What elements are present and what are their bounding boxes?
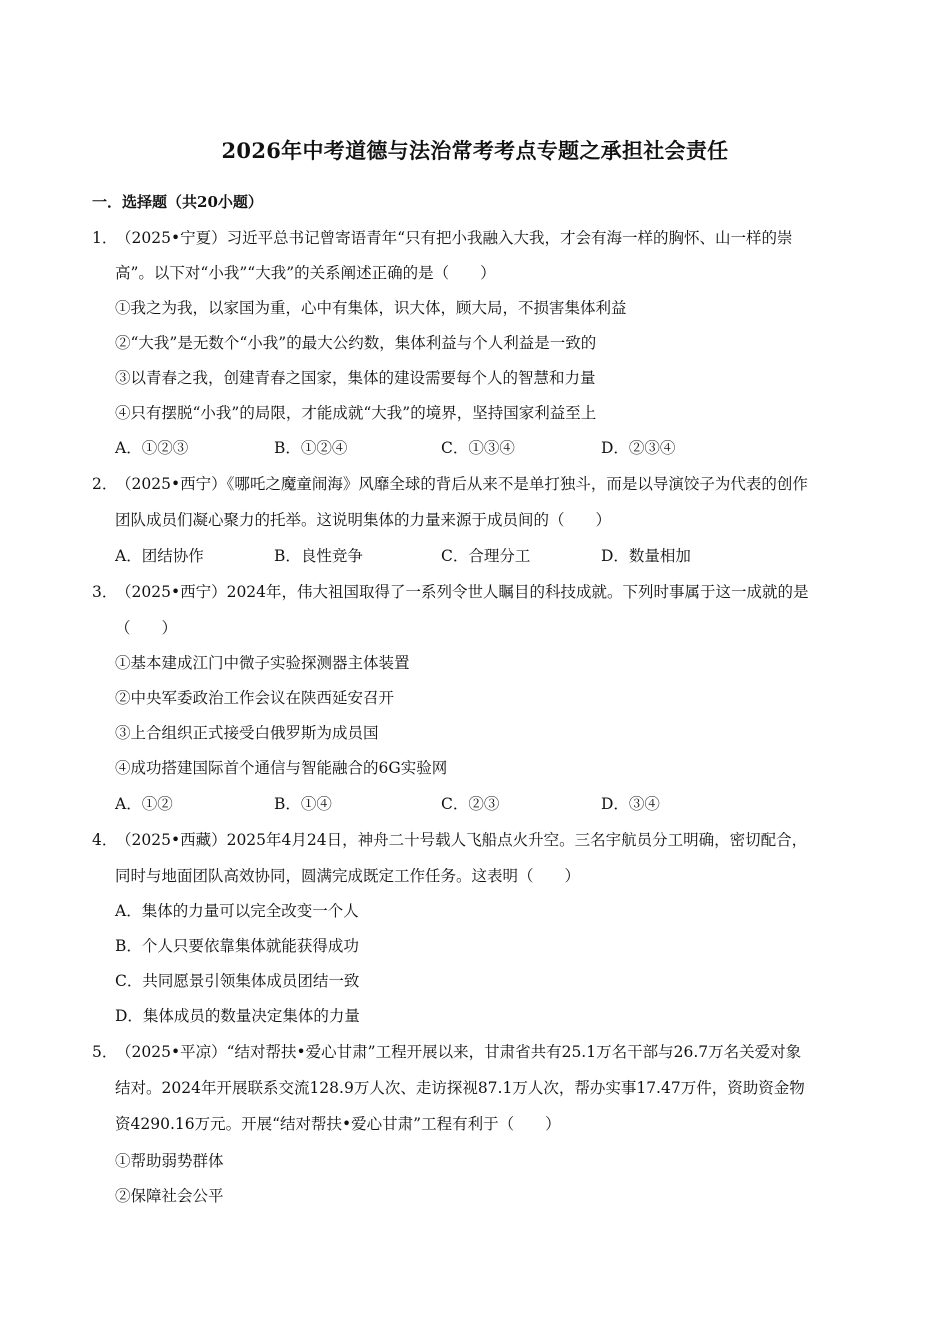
- statement: ④成功搭建国际首个通信与智能融合的6G实验网: [115, 759, 448, 777]
- question-number: 3．: [92, 583, 118, 601]
- question-1-stem-cont: 高”。以下对“小我”“大我”的关系阐述正确的是（ ）: [115, 264, 496, 282]
- option-b: B．个人只要依靠集体就能获得成功: [115, 937, 359, 955]
- statement: ①帮助弱势群体: [115, 1152, 224, 1170]
- question-text: （2025•西宁）《哪吒之魔童闹海》风靡全球的背后从来不是单打独斗，而是以导演饺子为代表的创作: [116, 475, 808, 493]
- choice-b: B．①④: [274, 795, 332, 813]
- choice-c: C．①③④: [441, 439, 515, 457]
- question-5-stem-cont: 资4290.16万元。开展“结对帮扶•爱心甘肃”工程有利于（ ）: [115, 1115, 561, 1133]
- question-2-stem: [92, 473, 862, 495]
- question-text: （2025•宁夏）习近平总书记曾寄语青年“只有把小我融入大我，才会有海一样的胸怀、山一样的崇: [116, 229, 793, 247]
- choice-a: A．①②③: [115, 439, 189, 457]
- statement: ③以青春之我，创建青春之国家，集体的建设需要每个人的智慧和力量: [115, 369, 596, 387]
- option-a: A．集体的力量可以完全改变一个人: [115, 902, 359, 920]
- question-number: 1．: [92, 229, 118, 247]
- statement: ②保障社会公平: [115, 1187, 224, 1205]
- option-c: C．共同愿景引领集体成员团结一致: [115, 972, 360, 990]
- question-3-stem: [92, 581, 862, 603]
- question-3-stem-cont: （ ）: [115, 619, 178, 637]
- choice-c: C．②③: [441, 795, 500, 813]
- question-text: （2025•西宁）2024年，伟大祖国取得了一系列令世人瞩目的科技成就。下列时事属于这一成就的是: [116, 583, 809, 601]
- choice-a: A．①②: [115, 795, 173, 813]
- question-4-stem-cont: 同时与地面团队高效协同，圆满完成既定工作任务。这表明（ ）: [115, 867, 581, 885]
- choice-d: D．③④: [601, 795, 660, 813]
- choice-a: A．团结协作: [115, 547, 204, 565]
- option-d: D．集体成员的数量决定集体的力量: [115, 1007, 360, 1025]
- statement: ①我之为我，以家国为重，心中有集体，识大体，顾大局，不损害集体利益: [115, 299, 627, 317]
- page-title: 2026年中考道德与法治常考考点专题之承担社会责任: [221, 138, 729, 163]
- choice-d: D．数量相加: [601, 547, 691, 565]
- statement: ②“大我”是无数个“小我”的最大公约数，集体利益与个人利益是一致的: [115, 334, 597, 352]
- choice-b: B．①②④: [274, 439, 348, 457]
- question-number: 5．: [92, 1043, 118, 1061]
- question-number: 2．: [92, 475, 118, 493]
- statement: ①基本建成江门中微子实验探测器主体装置: [115, 654, 410, 672]
- choice-c: C．合理分工: [441, 547, 531, 565]
- question-text: （2025•西藏）2025年4月24日，神舟二十号载人飞船点火升空。三名宇航员分工明确，密切配合，: [116, 831, 808, 849]
- question-number: 4．: [92, 831, 118, 849]
- statement: ②中央军委政治工作会议在陕西延安召开: [115, 689, 395, 707]
- question-4-stem: [92, 829, 862, 851]
- question-5-stem: [92, 1041, 862, 1063]
- section-heading: 一．选择题（共20小题）: [92, 193, 263, 211]
- question-2-stem-cont: 团队成员们凝心聚力的托举。这说明集体的力量来源于成员间的（ ）: [115, 511, 612, 529]
- choice-b: B．良性竞争: [274, 547, 363, 565]
- statement: ③上合组织正式接受白俄罗斯为成员国: [115, 724, 379, 742]
- question-1-stem: [92, 227, 862, 249]
- choice-d: D．②③④: [601, 439, 676, 457]
- statement: ④只有摆脱“小我”的局限，才能成就“大我”的境界，坚持国家利益至上: [115, 404, 597, 422]
- question-text: （2025•平凉）“结对帮扶•爱心甘肃”工程开展以来，甘肃省共有25.1万名干部与26.7万名关爱对象: [116, 1043, 802, 1061]
- question-5-stem-cont: 结对。2024年开展联系交流128.9万人次、走访探视87.1万人次，帮办实事17.47万件，资助资金物: [115, 1079, 805, 1097]
